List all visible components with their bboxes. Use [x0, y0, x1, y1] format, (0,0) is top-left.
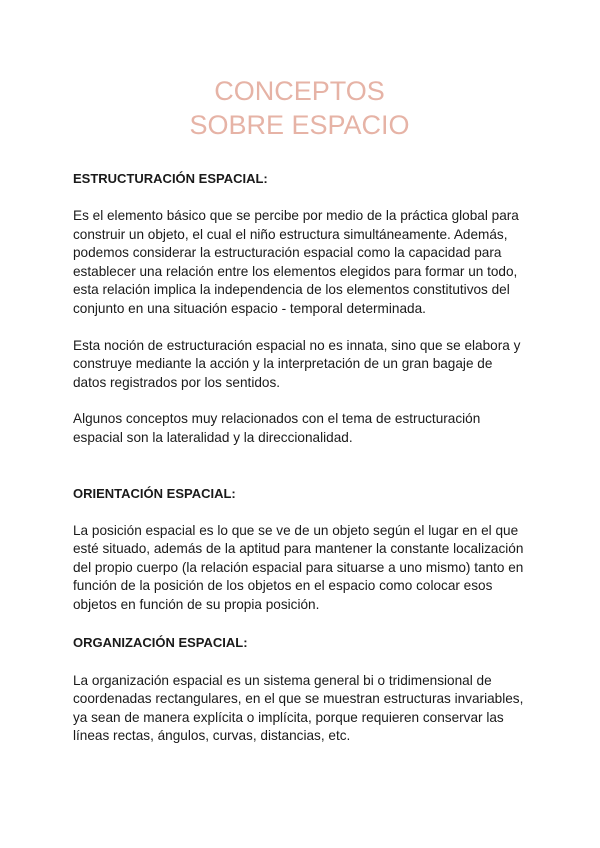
- section-heading-estructuracion: ESTRUCTURACIÓN ESPACIAL:: [73, 171, 268, 186]
- title-line-2: SOBRE ESPACIO: [189, 110, 410, 140]
- section-heading-organizacion: ORGANIZACIÓN ESPACIAL:: [73, 634, 248, 650]
- paragraph: La posición espacial es lo que se ve de un objeto según el lugar en el que esté situado, además de la aptitud para mantener la constante localización del propio cuerpo (la relación espacial para situarse a uno mismo) tanto en función de la posición de los objetos en el espacio como colocar esos objetos en función de su propia posición.: [73, 522, 524, 612]
- page-title: [73, 74, 526, 142]
- paragraph: Algunos conceptos muy relacionados con el tema de estructuración espacial son la lateralidad y la direccionalidad.: [73, 411, 481, 445]
- paragraph: Es el elemento básico que se percibe por medio de la práctica global para construir un objeto, el cual el niño estructura simultáneamente. Además, podemos considerar la estructuración espacial como la capacidad para establecer una relación entre los elementos elegidos para formar un todo, esta relación implica la independencia de los elementos constitutivos del conjunto en una situación espacio - temporal determinada.: [73, 208, 519, 316]
- section-heading-orientacion: ORIENTACIÓN ESPACIAL:: [73, 485, 236, 501]
- title-line-1: CONCEPTOS: [214, 76, 385, 106]
- paragraph: Esta noción de estructuración espacial no es innata, sino que se elabora y construye mediante la acción y la interpretación de un gran bagaje de datos registrados por los sentidos.: [73, 337, 521, 390]
- paragraph: La organización espacial es un sistema general bi o tridimensional de coordenadas rectangulares, en el que se muestran estructuras invariables, ya sean de manera explícita o implícita, porque requieren conservar las líneas rectas, ángulos, curvas, distancias, etc.: [73, 672, 524, 744]
